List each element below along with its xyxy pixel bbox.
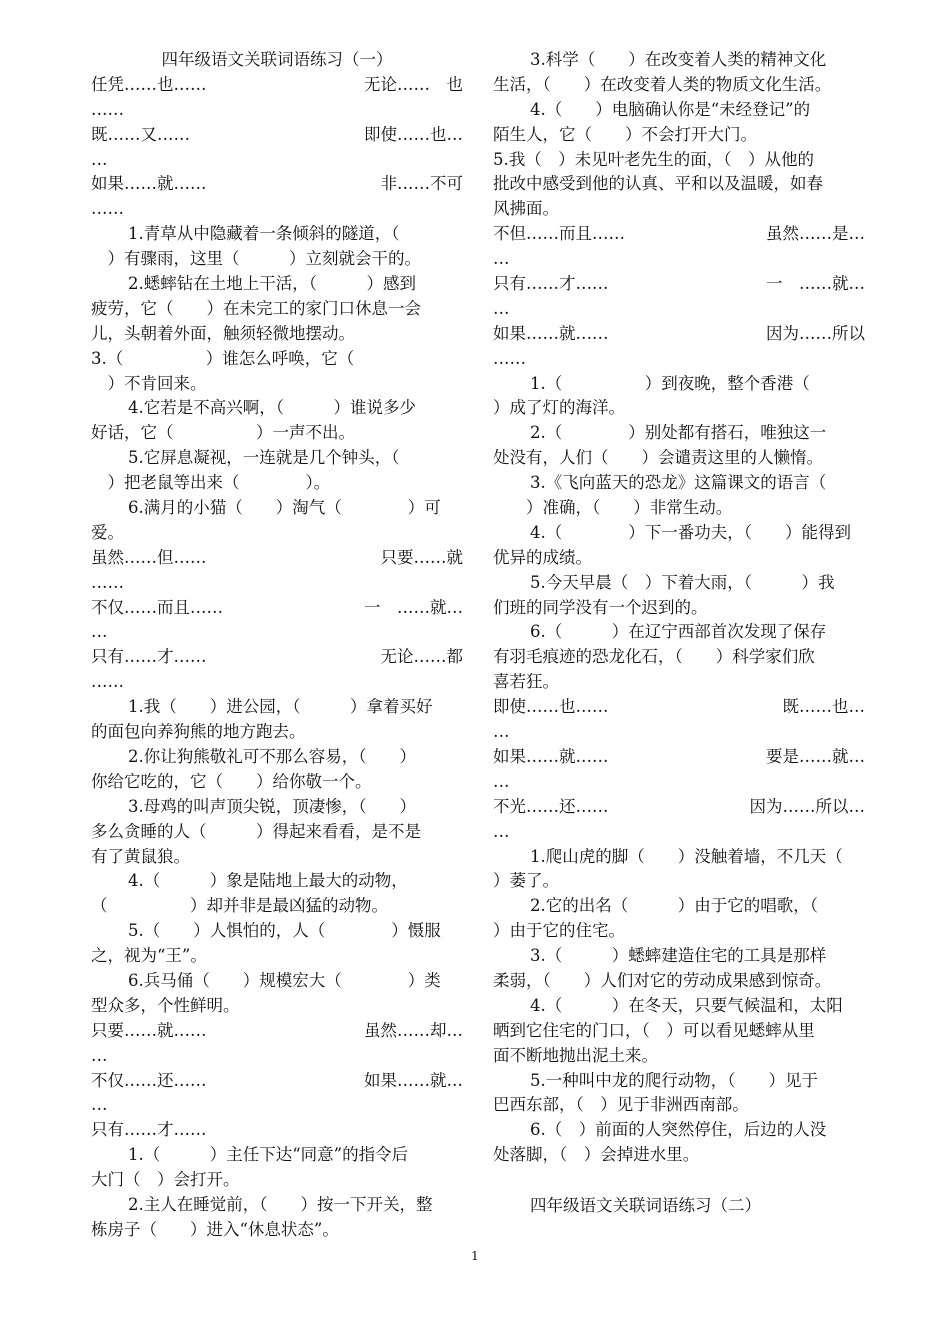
conjunction-pair-line [91,1019,463,1044]
text-line: 晒到它住宅的门口，（ ）可以看见蟋蟀从里 [493,1020,815,1040]
conjunction-left: 即使……也…… [493,697,609,717]
text-line: 有羽毛痕迹的恐龙化石，（ ）科学家们欣 [493,647,815,667]
conjunction-right: 一 ……就… [364,597,463,617]
exercise-line: 3.母鸡的叫声顶尖锐，顶凄惨，（ ） [128,796,416,816]
text-line: 面不断地抛出泥土来。 [493,1045,658,1065]
exercise-line: 2.主人在睡觉前，（ ）按一下开关，整 [128,1194,433,1214]
exercise-line: 1.（ ）主任下达“同意”的指令后 [128,1145,409,1165]
conjunction-right: 如果……就… [364,1070,463,1090]
exercise-line: 6.满月的小猫（ ）淘气（ ）可 [128,498,441,518]
text-line: 风拂面。 [493,199,559,219]
conjunction-pair-line [493,322,865,347]
text-line: 儿，头朝着外面，触须轻微地摆动。 [91,323,355,343]
conjunction-pair-line [493,272,865,297]
text-line: 5.我（ ）未见叶老先生的面，（ ）从他的 [493,149,814,169]
conjunction-left: 如果……就…… [493,746,609,766]
text-line: 大门（ ）会打开。 [91,1170,240,1190]
right-body [493,48,865,1168]
exercise-line: 4.（ ）电脑确认你是“未经登记”的 [530,99,811,119]
text-line: 处没有，人们（ ）会谴责这里的人懒惰。 [493,448,823,468]
exercise-line: 1.爬山虎的脚（ ）没触着墙，不几天（ [530,846,843,866]
conjunction-pair-line [91,546,463,571]
conjunction-pair-line [493,745,865,770]
text-line: … [493,821,510,841]
exercise-line: 2.你让狗熊敬礼可不那么容易，（ ） [128,746,416,766]
conjunction-left: 如果……就…… [91,174,207,194]
text-line: 你给它吃的，它（ ）给你敬一个。 [91,771,372,791]
exercise-line: 1.我（ ）进公园，（ ）拿着买好 [128,697,433,717]
text-line: 生活，（ ）在改变着人类的物质文化生活。 [493,74,832,94]
conjunction-right: 一 ……就… [766,274,865,294]
left-body [91,73,463,1243]
text-line: （ ）却并非是最凶猛的动物。 [91,896,388,916]
text-line: 有了黄鼠狼。 [91,846,190,866]
text-line: 的面包向养狗熊的地方跑去。 [91,722,306,742]
text-line: 好话，它（ ）一声不出。 [91,423,355,443]
exercise-line: 3.科学（ ）在改变着人类的精神文化 [530,50,827,69]
exercise-line: 3.《飞向蓝天的恐龙》这篇课文的语言（ [530,473,827,493]
conjunction-left: 既……又…… [91,124,190,144]
text-line: 爱。 [91,522,124,542]
conjunction-right: 只要……就 [380,547,463,567]
text-line: ）有骤雨，这里（ ）立刻就会干的。 [91,249,421,269]
text-line: ）成了灯的海洋。 [493,398,625,418]
text-line: … [493,771,510,791]
conjunction-left: 不光……还…… [493,796,609,816]
exercise-line: 4.（ ）下一番功夫，（ ）能得到 [530,522,851,542]
text-line: 型众多，个性鲜明。 [91,995,240,1015]
text-line: 多么贪睡的人（ ）得起来看看，是不是 [91,821,421,841]
exercise-line: 5.今天早晨（ ）下着大雨，（ ）我 [530,572,835,592]
text-line: 巴西东部，（ ）见于非洲西南部。 [493,1095,749,1115]
text-line: ）准确，（ ）非常生动。 [493,498,733,518]
conjunction-left: 如果……就…… [493,323,609,343]
conjunction-right: 因为……所以… [749,796,865,816]
exercise-line: 1.青草从中隐藏着一条倾斜的隧道，（ [128,224,400,244]
text-line: … [493,722,510,742]
text-line: 栋房子（ ）进入“休息状态”。 [91,1219,339,1239]
left-title: 四年级语文关联词语练习（一） [161,50,393,69]
page-number: 1 [471,1249,479,1263]
conjunction-left: 任凭……也…… [91,74,207,94]
exercise-line: 1.（ ）到夜晚，整个香港（ [530,373,810,393]
exercise-line: 4.（ ）象是陆地上最大的动物， [128,871,408,891]
exercise-line: 5.一种叫中龙的爬行动物，（ ）见于 [530,1070,818,1090]
text-line: …… [91,199,124,219]
exercise-line: 6.（ ）前面的人突然停住，后边的人没 [530,1120,827,1140]
text-line: … [91,1045,108,1065]
conjunction-right: 即使……也… [364,124,463,144]
conjunction-pair-line [91,172,463,197]
right-column [493,48,865,1168]
exercise-line: 4.（ ）在冬天，只要气候温和，太阳 [530,995,843,1015]
right-title: 四年级语文关联词语练习（二） [530,1196,761,1215]
left-column [91,48,463,1243]
text-line: … [91,1095,108,1115]
text-line: 们班的同学没有一个迟到的。 [493,597,708,617]
conjunction-right: 非……不可 [380,174,463,194]
exercise-line: 2.它的出名（ ）由于它的唱歌，（ [530,896,818,916]
conjunction-pair-line [91,73,463,98]
text-line: … [493,249,510,269]
text-line: … [91,149,108,169]
exercise-line: 6.（ ）在辽宁西部首次发现了保存 [530,622,827,642]
conjunction-right: 要是……就… [766,746,865,766]
conjunction-left: 虽然……但…… [91,547,207,567]
text-line: ）不肯回来。 [91,373,207,393]
text-line: 喜若狂。 [493,672,559,692]
conjunction-left: 只要……就…… [91,1020,207,1040]
text-line: …… [91,572,124,592]
exercise-line: 5.它屏息凝视，一连就是几个钟头，（ [128,448,400,468]
conjunction-right: 虽然……是… [766,224,865,244]
exercise-line: 2.（ ）别处都有搭石，唯独这一 [530,423,827,443]
conjunction-left: 只有……才…… [493,274,609,294]
conjunction-pair-line [91,123,463,148]
conjunction-right: 无论……都 [380,647,463,667]
conjunction-pair-line [91,596,463,621]
conjunction-right: 虽然……却… [364,1020,463,1040]
text-line: … [91,622,108,642]
text-line: …… [493,348,526,368]
exercise-line: 3.（ ）蟋蟀建造住宅的工具是那样 [530,946,827,966]
text-line: ）把老鼠等出来（ ）。 [91,473,331,493]
text-line: 之，视为“王”。 [91,946,207,966]
exercise-line: 2.蟋蟀钻在土地上干活，（ ）感到 [128,274,416,294]
exercise-line: 5.（ ）人惧怕的，人（ ）慑服 [128,921,441,941]
text-line: 处落脚，（ ）会掉进水里。 [493,1145,700,1165]
conjunction-pair-line [91,1069,463,1094]
conjunction-pair-line [493,695,865,720]
exercise-line: 4.它若是不高兴啊，（ ）谁说多少 [128,398,416,418]
conjunction-right: 既……也… [782,697,865,717]
text-line: 柔弱，（ ）人们对它的劳动成果感到惊奇。 [493,970,832,990]
text-line: 只有……才…… [91,1120,207,1140]
text-line: …… [91,99,124,119]
text-line: ）由于它的住宅。 [493,921,625,941]
text-line: …… [91,672,124,692]
text-line: 疲劳，它（ ）在未完工的家门口休息一会 [91,298,421,318]
conjunction-pair-line [493,795,865,820]
conjunction-right: 因为……所以 [766,323,865,343]
conjunction-right: 无论…… 也 [364,74,463,94]
text-line: 3.（ ）谁怎么呼唤，它（ [91,348,355,368]
text-line: 陌生人，它（ ）不会打开大门。 [493,124,757,144]
text-line: 优异的成绩。 [493,547,592,567]
conjunction-pair-line [91,645,463,670]
exercise-line: 6.兵马俑（ ）规模宏大（ ）类 [128,970,441,990]
conjunction-left: 不仅……还…… [91,1070,207,1090]
text-line: 批改中感受到他的认真、平和以及温暖，如春 [493,174,823,194]
text-line: ）萎了。 [493,871,559,891]
conjunction-left: 不但……而且…… [493,224,625,244]
text-line: … [493,298,510,318]
conjunction-pair-line [493,222,865,247]
conjunction-left: 只有……才…… [91,647,207,667]
conjunction-left: 不仅……而且…… [91,597,223,617]
